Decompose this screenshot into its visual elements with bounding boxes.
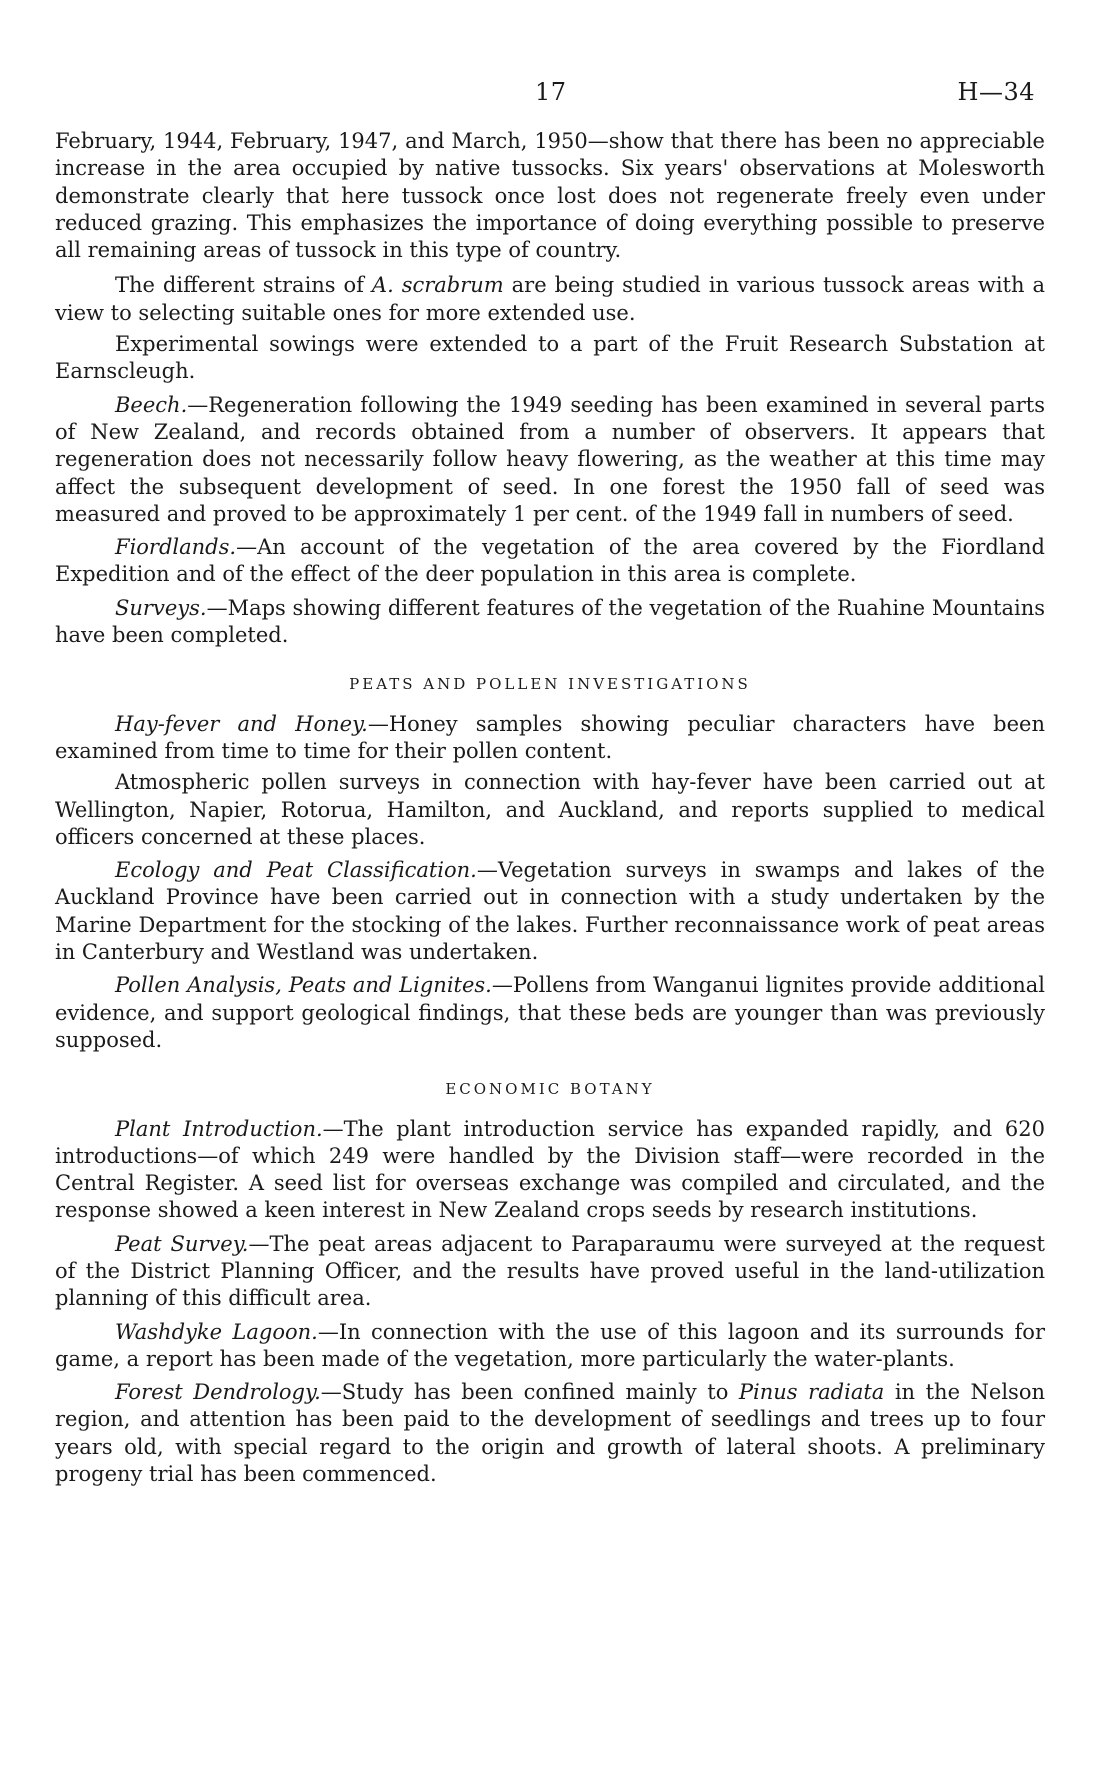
paragraph-lead: Beech.: [115, 392, 188, 417]
section-heading-economic-botany: ECONOMIC BOTANY: [445, 1080, 655, 1099]
document-page: [55, 78, 1045, 1492]
paragraph-lead: Peat Survey.: [115, 1231, 249, 1256]
paragraph-forest-dendrology: Forest Dendrology.—Study has been confined mainly to Pinus radiata in the Nelson region, and attention has been paid to the development of seedlings and trees up to four years old, with special regard to the origin and growth of lateral shoots. A preliminary progeny trial has been commenced.: [55, 1380, 1046, 1487]
species-name: Pinus radiata: [738, 1380, 885, 1405]
paragraph-lead: Washdyke Lagoon.: [115, 1319, 318, 1344]
paragraph-lead: Hay-fever and Honey.: [115, 711, 368, 736]
paragraph-lead: Forest Dendrology.: [115, 1380, 321, 1405]
paragraph-pollen-analysis: Pollen Analysis, Peats and Lignites.—Pollens from Wanganui lignites provide additional evidence, and support geological findings, that these beds are younger than was previously supposed.: [55, 973, 1045, 1052]
paragraph-tussock-continuation: February, 1944, February, 1947, and March, 1950—show that there has been no appreciable increase in the area occupied by native tussocks. Six years' observations at Molesworth demonstrate clearly that here tussock once lost does not regenerate freely even under reduced grazing. This emphasizes the importance of doing everything possible to preserve all remaining areas of tussock in this type of country.: [55, 129, 1045, 263]
paragraph-ecology: Ecology and Peat Classification.—Vegetation surveys in swamps and lakes of the Auckland Province have been carried out in connection with a study undertaken by the Marine Department for the stocking of the lakes. Further reconnaissance work of peat areas in Canterbury and Westland was undertaken.: [55, 858, 1045, 965]
paragraph-peat-survey: Peat Survey.—The peat areas adjacent to Paraparaumu were surveyed at the request of the District Planning Officer, and the results have proved useful in the land-utilization planning of this difficult area.: [55, 1231, 1045, 1311]
paragraph-experimental-sowings: Experimental sowings were extended to a part of the Fruit Research Substation at Earnscleugh.: [55, 332, 1045, 384]
paragraph-surveys: Surveys.—Maps showing different features of the vegetation of the Ruahine Mountains have been completed.: [55, 595, 1045, 648]
paragraph-beech: Beech.—Regeneration following the 1949 seeding has been examined in several parts of New Zealand, and records obtained from a number of observers. It appears that regeneration does not necessarily follow heavy flowering, as the weather at this time may affect the subsequent development of seed. In one forest the 1950 fall of seed was measured and proved to be approximately 1 per cent. of the 1949 fall in numbers of seed.: [55, 392, 1045, 526]
paragraph-fiordlands: Fiordlands.—An account of the vegetation of the area covered by the Fiordland Expedition and of the effect of the deer population in this area is complete.: [55, 535, 1045, 587]
paragraph-plant-introduction: Plant Introduction.—The plant introduction service has expanded rapidly, and 620 introductions—of which 249 were handled by the Division staff—were recorded in the Central Register. A seed list for overseas exchange was compiled and circulated, and the response showed a keen interest in New Zealand crops seeds by research institutions.: [55, 1116, 1045, 1223]
section-heading-peats: PEATS AND POLLEN INVESTIGATIONS: [349, 675, 751, 694]
paragraph-lead: Pollen Analysis, Peats and Lignites.: [115, 973, 492, 998]
page-header: [55, 78, 1045, 128]
paragraph-lead: Surveys.: [115, 595, 207, 620]
paragraph-lead: Ecology and Peat Classification.: [115, 858, 477, 883]
paragraph-lead: Plant Introduction.: [115, 1116, 323, 1141]
paragraph-lead: Fiordlands.: [115, 535, 237, 560]
body-text: [55, 128, 1045, 1488]
species-name: A. scrabrum: [371, 273, 504, 298]
paragraph-atmospheric-pollen: Atmospheric pollen surveys in connection with hay-fever have been carried out at Wellington, Napier, Rotorua, Hamilton, and Auckland, and reports supplied to medical officers concerned at these places.: [55, 770, 1045, 849]
document-reference: H—34: [957, 78, 1035, 106]
paragraph-hay-fever: Hay-fever and Honey.—Honey samples showing peculiar characters have been examined from time to time for their pollen content.: [55, 711, 1045, 763]
paragraph-washdyke-lagoon: Washdyke Lagoon.—In connection with the use of this lagoon and its surrounds for game, a report has been made of the vegetation, more particularly the water-plants.: [55, 1319, 1045, 1371]
paragraph-strains: The different strains of A. scrabrum are being studied in various tussock areas with a view to selecting suitable ones for more extended use.: [55, 273, 1045, 325]
page-number: 17: [535, 78, 567, 106]
